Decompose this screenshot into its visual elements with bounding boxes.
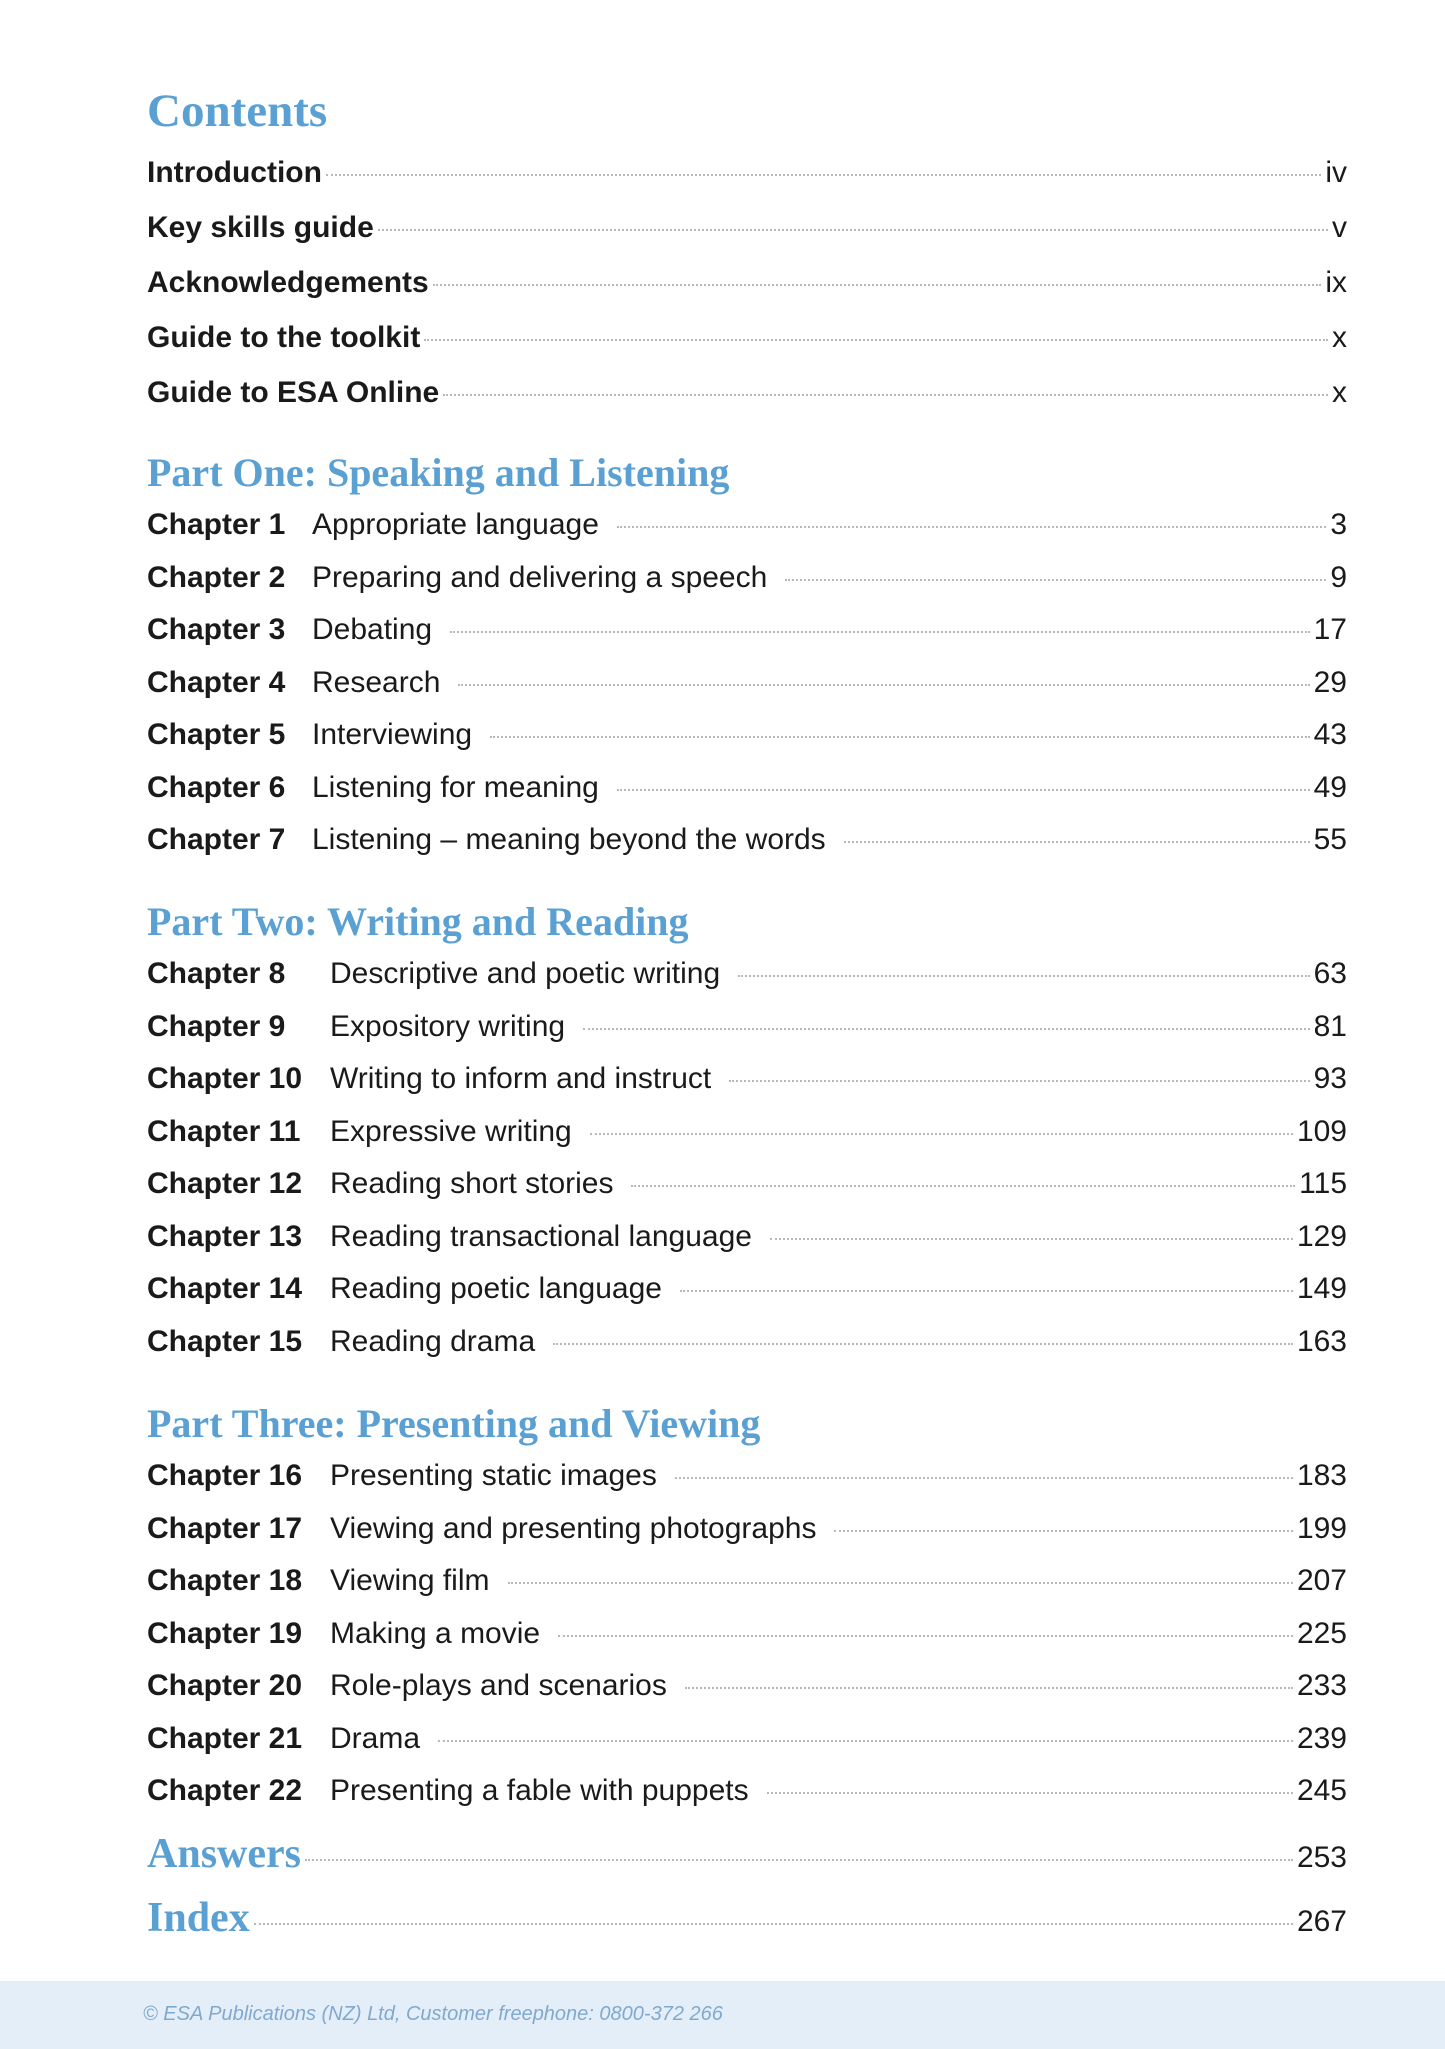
toc-entry-title: Introduction xyxy=(147,156,322,189)
chapter-page: 163 xyxy=(1296,1324,1347,1358)
dot-leader xyxy=(553,1343,1293,1345)
chapter-title: Making a movie xyxy=(330,1616,541,1650)
chapter-title: Drama xyxy=(330,1721,421,1755)
dot-leader xyxy=(438,1740,1293,1742)
toc-entry-index[interactable] xyxy=(147,1894,1347,1944)
toc-entry-guide-to-toolkit[interactable] xyxy=(147,321,1347,361)
chapter-title: Descriptive and poetic writing xyxy=(330,957,721,990)
dot-leader xyxy=(631,1185,1295,1187)
chapter-label: Chapter 4 xyxy=(147,665,286,699)
chapter-title: Presenting static images xyxy=(330,1459,657,1492)
dot-leader xyxy=(450,631,1310,633)
dot-leader xyxy=(433,284,1322,286)
chapter-page: 129 xyxy=(1296,1219,1347,1253)
chapter-page: 49 xyxy=(1313,770,1347,804)
toc-chapter-row[interactable] xyxy=(147,561,1347,601)
dot-leader xyxy=(844,841,1310,843)
dot-leader xyxy=(583,1028,1310,1030)
chapter-title: Appropriate language xyxy=(312,508,599,541)
chapter-label: Chapter 11 xyxy=(147,1114,301,1148)
dot-leader xyxy=(617,789,1310,791)
dot-leader xyxy=(590,1133,1293,1135)
dot-leader xyxy=(305,1859,1293,1861)
toc-chapter-row[interactable] xyxy=(147,957,1347,997)
dot-leader xyxy=(443,394,1328,396)
dot-leader xyxy=(675,1477,1293,1479)
chapter-page: 55 xyxy=(1313,823,1347,856)
chapter-label: Chapter 15 xyxy=(147,1324,303,1358)
chapter-label: Chapter 14 xyxy=(147,1272,303,1305)
part-one-heading: Part One: Speaking and Listening xyxy=(147,450,730,495)
toc-chapter-row[interactable] xyxy=(147,1272,1347,1312)
toc-chapter-row[interactable] xyxy=(147,1459,1347,1499)
toc-entry-page: x xyxy=(1332,376,1347,409)
toc-chapter-row[interactable] xyxy=(147,1722,1347,1762)
dot-leader xyxy=(508,1582,1293,1584)
toc-entry-page: 253 xyxy=(1296,1841,1347,1874)
chapter-title: Writing to inform and instruct xyxy=(330,1062,712,1095)
toc-chapter-row[interactable] xyxy=(147,1774,1347,1814)
chapter-label: Chapter 21 xyxy=(147,1721,303,1755)
chapter-label: Chapter 6 xyxy=(147,770,286,804)
toc-entry-title: Acknowledgements xyxy=(147,266,429,299)
chapter-label: Chapter 3 xyxy=(147,613,286,646)
toc-entry-title: Guide to the toolkit xyxy=(147,321,421,354)
chapter-page: 29 xyxy=(1313,665,1347,699)
toc-chapter-row[interactable] xyxy=(147,771,1347,811)
toc-chapter-row[interactable] xyxy=(147,613,1347,653)
dot-leader xyxy=(424,339,1328,341)
toc-chapter-row[interactable] xyxy=(147,1617,1347,1657)
toc-entry-acknowledgements[interactable] xyxy=(147,266,1347,306)
chapter-title: Presenting a fable with puppets xyxy=(330,1774,749,1807)
chapter-title: Role-plays and scenarios xyxy=(330,1669,667,1702)
dot-leader xyxy=(770,1238,1293,1240)
dot-leader xyxy=(326,174,1321,176)
part-three-heading: Part Three: Presenting and Viewing xyxy=(147,1401,761,1446)
dot-leader xyxy=(834,1530,1292,1532)
chapter-page: 199 xyxy=(1296,1511,1347,1545)
chapter-label: Chapter 10 xyxy=(147,1062,303,1095)
chapter-label: Chapter 9 xyxy=(147,1009,286,1043)
chapter-page: 3 xyxy=(1330,508,1347,541)
toc-chapter-row[interactable] xyxy=(147,1167,1347,1207)
chapter-title: Debating xyxy=(312,613,433,646)
chapter-title: Viewing film xyxy=(330,1564,490,1597)
chapter-label: Chapter 17 xyxy=(147,1511,303,1545)
dot-leader xyxy=(254,1923,1293,1925)
chapter-page: 225 xyxy=(1296,1616,1347,1650)
chapter-page: 43 xyxy=(1313,718,1347,751)
chapter-page: 149 xyxy=(1296,1272,1347,1305)
chapter-title: Interviewing xyxy=(312,718,473,751)
chapter-title: Reading poetic language xyxy=(330,1272,662,1305)
dot-leader xyxy=(458,684,1309,686)
dot-leader xyxy=(685,1687,1293,1689)
chapter-label: Chapter 16 xyxy=(147,1459,303,1492)
dot-leader xyxy=(558,1635,1293,1637)
chapter-title: Reading drama xyxy=(330,1324,536,1358)
footer-band xyxy=(0,1981,1445,2049)
toc-entry-page: iv xyxy=(1325,156,1347,189)
toc-chapter-row[interactable] xyxy=(147,1512,1347,1552)
toc-chapter-row[interactable] xyxy=(147,666,1347,706)
toc-entry-title: Index xyxy=(147,1895,250,1941)
chapter-label: Chapter 5 xyxy=(147,718,286,751)
chapter-label: Chapter 7 xyxy=(147,823,286,856)
toc-chapter-row[interactable] xyxy=(147,1115,1347,1155)
dot-leader xyxy=(680,1290,1293,1292)
dot-leader xyxy=(767,1792,1293,1794)
toc-chapter-row[interactable] xyxy=(147,1669,1347,1709)
chapter-label: Chapter 2 xyxy=(147,560,286,594)
toc-entry-title: Answers xyxy=(147,1831,301,1877)
chapter-page: 9 xyxy=(1330,560,1347,594)
chapter-page: 183 xyxy=(1296,1459,1347,1492)
dot-leader xyxy=(738,975,1309,977)
chapter-label: Chapter 12 xyxy=(147,1167,303,1200)
toc-chapter-row[interactable] xyxy=(147,718,1347,758)
dot-leader xyxy=(490,736,1310,738)
toc-entry-page: 267 xyxy=(1296,1905,1347,1938)
toc-entry-page: ix xyxy=(1325,266,1347,299)
toc-chapter-row[interactable] xyxy=(147,1220,1347,1260)
toc-entry-page: x xyxy=(1332,321,1347,354)
dot-leader xyxy=(378,229,1328,231)
chapter-title: Reading short stories xyxy=(330,1167,614,1200)
chapter-label: Chapter 18 xyxy=(147,1564,303,1597)
toc-entry-page: v xyxy=(1332,211,1347,244)
chapter-title: Listening for meaning xyxy=(312,770,599,804)
chapter-title: Preparing and delivering a speech xyxy=(312,560,768,594)
dot-leader xyxy=(729,1080,1309,1082)
toc-chapter-row[interactable] xyxy=(147,508,1347,548)
toc-entry-title: Key skills guide xyxy=(147,211,374,244)
chapter-label: Chapter 8 xyxy=(147,957,286,990)
chapter-title: Viewing and presenting photographs xyxy=(330,1511,817,1545)
chapter-label: Chapter 20 xyxy=(147,1669,303,1702)
chapter-page: 81 xyxy=(1313,1009,1347,1043)
chapter-page: 245 xyxy=(1296,1774,1347,1807)
dot-leader xyxy=(785,579,1326,581)
chapter-page: 233 xyxy=(1296,1669,1347,1702)
chapter-label: Chapter 1 xyxy=(147,508,286,541)
chapter-page: 109 xyxy=(1296,1114,1347,1148)
footer-copyright: © ESA Publications (NZ) Ltd, Customer freephone: 0800-372 266 xyxy=(143,2003,723,2025)
chapter-page: 207 xyxy=(1296,1564,1347,1597)
toc-chapter-row[interactable] xyxy=(147,1564,1347,1604)
chapter-page: 239 xyxy=(1296,1721,1347,1755)
chapter-title: Expository writing xyxy=(330,1009,566,1043)
chapter-page: 17 xyxy=(1313,613,1347,646)
toc-entry-guide-to-esa-online[interactable] xyxy=(147,376,1347,416)
chapter-page: 93 xyxy=(1313,1062,1347,1095)
page-title: Contents xyxy=(147,85,328,137)
chapter-label: Chapter 19 xyxy=(147,1616,303,1650)
toc-chapter-row[interactable] xyxy=(147,1325,1347,1365)
chapter-title: Expressive writing xyxy=(330,1114,572,1148)
toc-chapter-row[interactable] xyxy=(147,1062,1347,1102)
chapter-page: 63 xyxy=(1313,957,1347,990)
dot-leader xyxy=(617,526,1326,528)
toc-entry-introduction[interactable] xyxy=(147,156,1347,196)
part-two-heading: Part Two: Writing and Reading xyxy=(147,899,689,944)
chapter-title: Research xyxy=(312,665,441,699)
toc-entry-key-skills-guide[interactable] xyxy=(147,211,1347,251)
toc-entry-answers[interactable] xyxy=(147,1830,1347,1880)
chapter-title: Reading transactional language xyxy=(330,1219,752,1253)
chapter-label: Chapter 13 xyxy=(147,1219,303,1253)
chapter-page: 115 xyxy=(1299,1167,1347,1200)
toc-chapter-row[interactable] xyxy=(147,823,1347,863)
chapter-title: Listening – meaning beyond the words xyxy=(312,823,826,856)
toc-chapter-row[interactable] xyxy=(147,1010,1347,1050)
chapter-label: Chapter 22 xyxy=(147,1774,303,1807)
toc-entry-title: Guide to ESA Online xyxy=(147,376,440,409)
